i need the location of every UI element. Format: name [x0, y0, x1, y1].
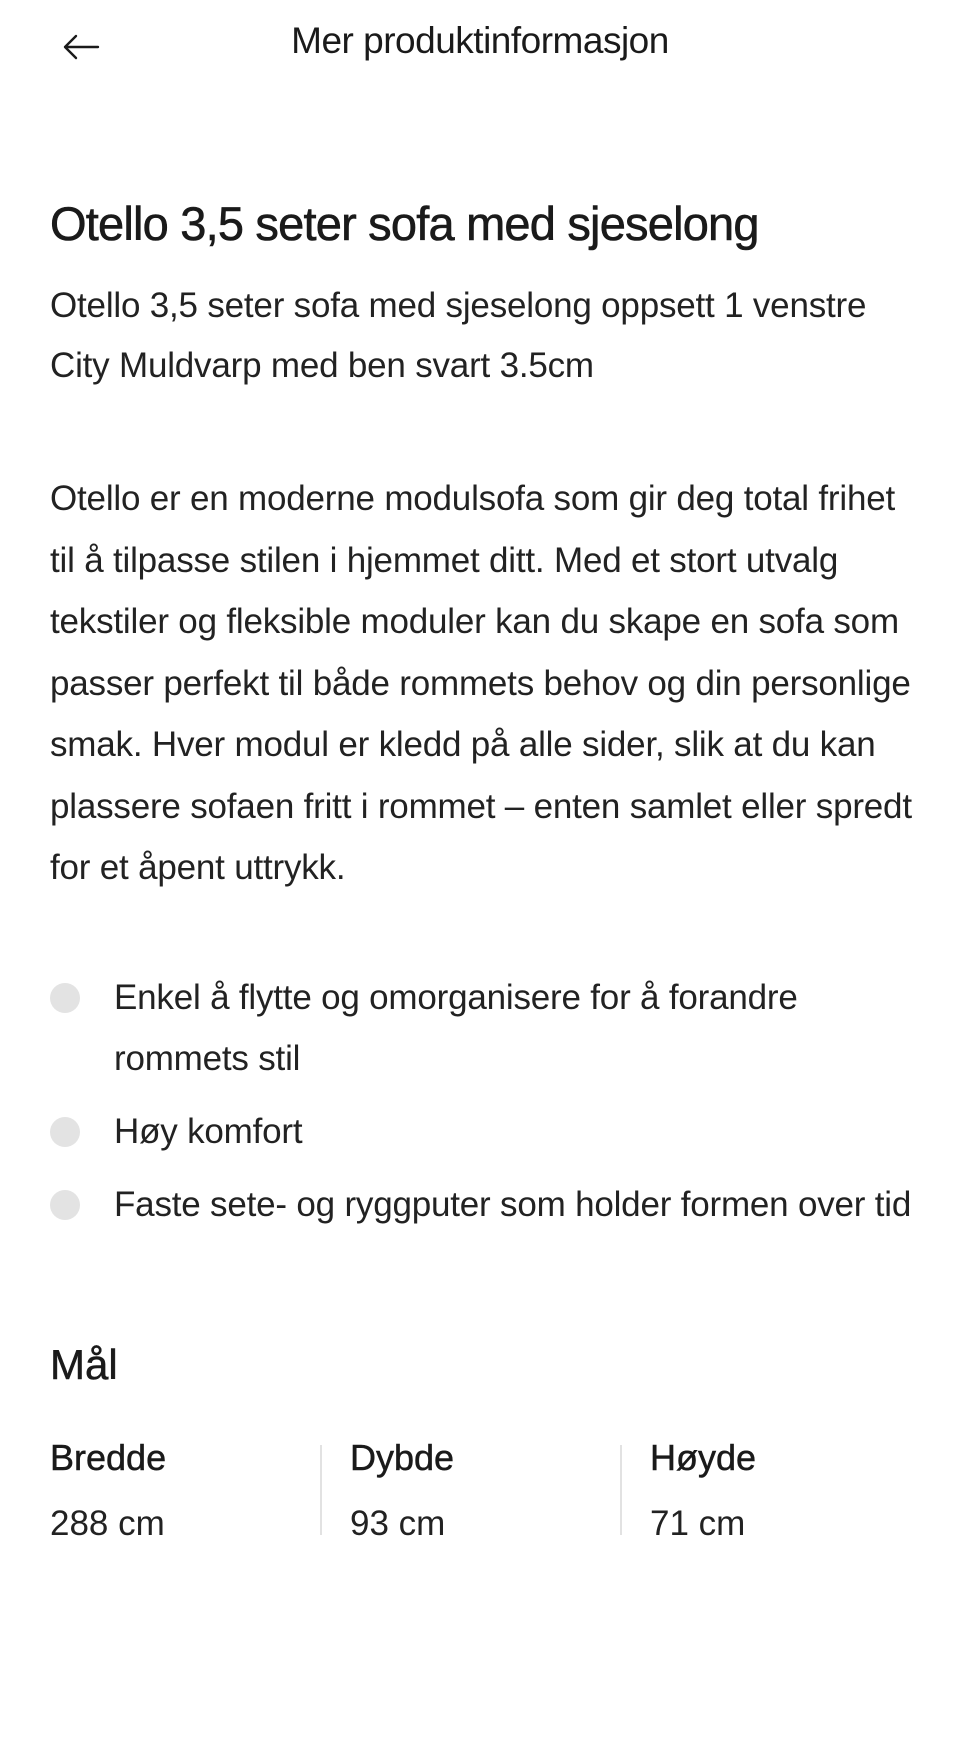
bullet-icon	[50, 1190, 80, 1220]
page-title: Mer produktinformasjon	[291, 20, 669, 61]
product-subtitle: Otello 3,5 seter sofa med sjeselong oppsett 1 venstre City Muldvarp med ben svart 3.5cm	[50, 286, 867, 385]
product-title: Otello 3,5 seter sofa med sjeselong	[50, 197, 759, 250]
product-info	[50, 190, 920, 1549]
dimension-label: Bredde	[50, 1436, 167, 1478]
feature-text: Høy komfort	[114, 1111, 303, 1151]
dimension-value: 288 cm	[50, 1503, 165, 1543]
feature-text: Enkel å flytte og omorganisere for å forandre rommets stil	[114, 977, 798, 1078]
feature-item	[50, 1101, 920, 1162]
product-description: Otello er en moderne modulsofa som gir deg total frihet til å tilpasse stilen i hjemmet ditt. Med et stort utvalg tekstiler og fleksible moduler kan du skape en sofa som passer perfekt til både rommets behov og din personlige smak. Hver modul er kledd på alle sider, slik at du kan plassere sofaen fritt i rommet – enten samlet eller spredt for et åpent uttrykk.	[50, 479, 912, 887]
dimension-value: 93 cm	[350, 1503, 446, 1543]
bullet-icon	[50, 983, 80, 1013]
feature-item	[50, 1174, 920, 1235]
dimensions-table	[50, 1433, 920, 1549]
feature-list	[50, 967, 920, 1235]
feature-item	[50, 967, 920, 1089]
dimension-width	[50, 1433, 320, 1549]
feature-text: Faste sete- og ryggputer som holder formen over tid	[114, 1184, 912, 1224]
dimensions-heading: Mål	[50, 1340, 118, 1388]
dimension-value: 71 cm	[650, 1503, 746, 1543]
top-bar	[0, 0, 960, 92]
dimension-label: Høyde	[650, 1436, 757, 1478]
dimension-label: Dybde	[350, 1436, 455, 1478]
dimension-depth	[320, 1433, 620, 1549]
dimension-height	[620, 1433, 920, 1549]
bullet-icon	[50, 1117, 80, 1147]
